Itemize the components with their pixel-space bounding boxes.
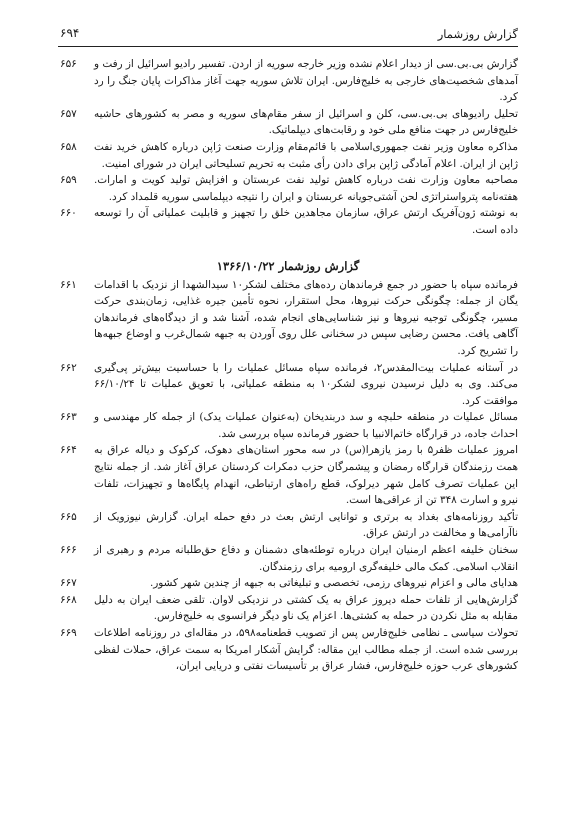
entry-item [58,139,518,172]
entry-number: ۶۵۹ [60,174,77,187]
entry-number: ۶۶۳ [60,411,77,424]
entry-number: ۶۵۸ [60,140,77,153]
entry-text: تحولات سیاسی ـ نظامی خلیج‌فارس پس از تصویب قطعنامه۵۹۸، در مقاله‌ای در روزنامه اطلاعات بررسی شده است. از جمله مطالب این مقاله: گرایش آشکار امریکا به سمت عراق، حملات لفظی کشورهای عرب حوزه خلیج‌فارس، فشار عراق بر تأسیسات نفتی و دریایی ایران، [94,627,518,673]
section-heading: گزارش روزشمار ۱۳۶۶/۱۰/۲۲ [216,258,360,273]
entry-text: هدایای مالی و اعزام نیروهای رزمی، تخصصی و تبلیغاتی به جبهه از چندین شهر کشور. [149,577,518,590]
entry-item [58,442,518,508]
entry-item [58,277,518,360]
entry-text: در آستانه عملیات بیت‌المقدس۲، فرمانده سپاه مسائل عملیات را با حساسیت بیش‌تر پی‌گیری می‌کند. وی به دلیل نرسیدن نیروی لشکر۱۰ به منطقه عملیاتی، با تعویق عملیات تا ۶۶/۱۰/۲۴ موافقت کرد. [94,361,518,407]
entry-item [58,542,518,575]
entry-number: ۶۶۴ [60,444,77,457]
entry-item [58,625,518,675]
entry-text: مصاحبه معاون وزارت نفت درباره کاهش تولید نفت عربستان و افزایش تولید کویت و امارات. هفته‌نامه پترواستراتژی لحن آشتی‌جویانه عربستان و ایران را نتیجه دیپلماسی سوریه قلمداد کرد. [94,174,518,203]
entry-text: مسائل عملیات در منطقه حلبچه و سد دربندیخان (به‌عنوان عملیات یدک) از جمله کار مهندسی و احداث جاده، در قرارگاه خاتم‌الانبیا با حضور فرمانده سپاه بررسی شد. [94,411,518,440]
entries-list [58,56,518,675]
entry-item [58,172,518,205]
entry-item [58,56,518,106]
entries-group-bottom [58,277,518,675]
page-header [58,22,518,47]
entry-item [58,575,518,592]
entry-number: ۶۵۷ [60,107,77,120]
entry-number: ۶۶۹ [60,627,77,639]
entry-text: گزارش بی.بی.سی از دیدار اعلام نشده وزیر خارجه سوریه از اردن. تفسیر رادیو اسرائیل از رفت و آمدهای شخصیت‌های خارجی به خلیج‌فارس. ایران تلاش سوریه جهت آغاز مذاکرات پایان جنگ را رد کرد. [94,58,518,104]
entry-text: سخنان خلیفه اعظم ارمنیان ایران درباره توطئه‌های دشمنان و دفاع حق‌طلبانه مردم و رهبری از انقلاب اسلامی. کمک مالی خلیفه‌گری ارومیه برای رزمندگان. [94,544,518,573]
entry-text: امروز عملیات ظفر۵ با رمز یازهرا(س) در سه محور استان‌های دهوک، کرکوک و دیاله عراق به همت رزمندگان قرارگاه رمضان و پیشمرگان حزب دمکرات کردستان عراق آغاز شد. از جمله نتایج این عملیات تصرف کامل شهر دیرلوک، قطع راه‌های ارتباطی، انهدام پایگاه‌ها و تجهیزات، تلفات نیرو و اسارت ۳۴۸ تن از عراقی‌ها است. [94,444,518,507]
entry-item [58,592,518,625]
running-title: گزارش روزشمار [437,27,518,41]
entry-item [58,205,518,238]
entry-item [58,509,518,542]
entry-item [58,360,518,410]
entry-text: مذاکره معاون وزیر نفت جمهوری‌اسلامی با قائم‌مقام وزارت صنعت ژاپن درباره کاهش خرید نفت ژاپن از ایران. اعلام آمادگی ژاپن برای دادن رأی مثبت به تحریم تسلیحاتی ایران در شورای امنیت. [94,140,518,170]
entry-number: ۶۶۲ [60,361,77,374]
entry-text: گزارش‌هایی از تلفات حمله دیروز عراق به یک کشتی در نزدیکی لاوان. تلقی ضعف ایران به دلیل مقابله به مثل نکردن در حمله به کشتی‌ها. اعزام یک ناو دیگر فرانسوی به خلیج‌فارس. [94,593,518,623]
page-number: ۶۹۴ [60,26,80,40]
entry-item [58,409,518,442]
entry-text: فرمانده سپاه با حضور در جمع فرماندهان رده‌های مختلف لشکر۱۰ سیدالشهدا از نزدیک با اقدامات یگان از جمله: چگونگی حرکت نیروها، محل استقرار، نحوه تأمین جیره غذایی، زمان‌بندی حرکت مسیر، چگونگی توجیه نیروها و نیز شناسایی‌های انجام شده، آشنا شد و از دیدگاه‌های فرماندهان آگاهی یافت. محسن رضایی سپس در سخنانی علل روی آوردن به جبهه شمال‌غرب و اوضاع جبهه‌ها را تشریح کرد. [94,278,518,357]
entry-item [58,106,518,139]
entry-text: تأکید روزنامه‌های بغداد به برتری و توانایی ارتش بعث در دفع حمله ایران. گزارش نیوزویک از ناآرامی‌ها و مخالفت در ارتش عراق. [94,510,518,540]
entries-group-top [58,56,518,239]
entry-number: ۶۶۵ [60,510,77,523]
entry-number: ۶۶۸ [60,593,77,606]
entry-number: ۶۶۶ [60,544,77,557]
entry-number: ۶۶۷ [60,577,77,590]
entry-number: ۶۶۰ [60,207,77,220]
entry-number: ۶۶۱ [60,278,77,291]
entry-text: تحلیل رادیوهای بی.بی.سی، کلن و اسرائیل از سفر مقام‌های سوریه و مصر به کشورهای حاشیه خلیج‌فارس در جهت منافع ملی خود و رقابت‌های دیپلماتیک. [94,107,518,137]
entry-number: ۶۵۶ [60,58,77,70]
entry-text: به نوشته ژون‌آفریک ارتش عراق، سازمان مجاهدین خلق را تجهیز و قابلیت عملیاتی آن را توسعه داده است. [94,207,518,236]
